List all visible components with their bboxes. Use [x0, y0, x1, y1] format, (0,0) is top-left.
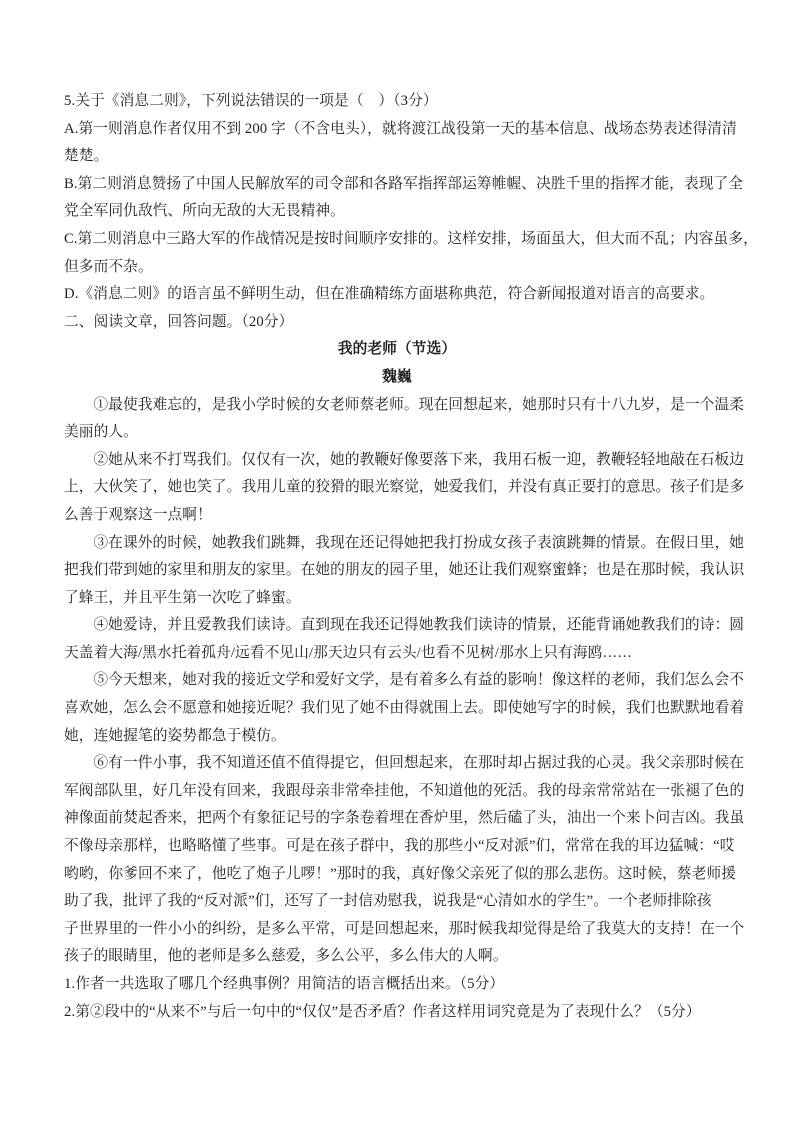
section2-heading: 二、阅读文章，回答问题。（20分） [64, 313, 294, 330]
passage-line: 她，连她握笔的姿势都急于模仿。 [64, 727, 286, 744]
question5-option-d: D.《消息二则》的语言虽不鲜明生动，但在准确精练方面堪称典范，符合新闻报道对语言的高要求。 [64, 286, 715, 303]
reading-passage [64, 336, 745, 1026]
passage-line: ⑤今天想来，她对我的接近文学和爱好文学，是有着多么有益的影响！像这样的老师，我们怎么会不 [93, 672, 745, 689]
passage-line: 了蜂王，并且平生第一次吃了蜂蜜。 [64, 589, 301, 606]
passage-line: 么善于观察这一点啊！ [64, 506, 212, 523]
passage-line: ④她爱诗，并且爱教我们读诗。直到现在我还记得她教我们读诗的情景，还能背诵她教我们的诗：圆 [93, 617, 745, 634]
passage-line: 美丽的人。 [64, 424, 138, 441]
passage-line: 喜欢她，怎么会不愿意和她接近呢？我们见了她不由得就围上去。即使她写字的时候，我们也默默地看着 [64, 700, 745, 717]
passage-line: 军阀部队里，好几年没有回来，我跟母亲非常牵挂他，不知道他的死活。我的母亲常常站在一张褪了色的 [64, 782, 745, 799]
reading-question-1: 1.作者一共选取了哪几个经典事例？用简洁的语言概括出来。（5分） [64, 976, 505, 992]
question5-option-c-line2: 但多而不杂。 [64, 258, 153, 275]
passage-line: 上，大伙笑了，她也笑了。我用儿童的狡猾的眼光察觉，她爱我们，并没有真正要打的意思。孩子们是多 [64, 479, 745, 496]
reading-author: 魏巍 [382, 368, 412, 385]
question5-option-a-line1: A.第一则消息作者仅用不到 200 字（不含电头），就将渡江战役第一天的基本信息、战场态势表述得清清 [64, 120, 737, 137]
passage-line: 不像母亲那样，也略略懂了些事。可是在孩子群中，我的那些小“反对派”们，常常在我的耳边猛喊：“哎 [64, 838, 735, 855]
passage-line: ③在课外的时候，她教我们跳舞，我现在还记得她把我打扮成女孩子表演跳舞的情景。在假日里，她 [93, 534, 745, 551]
question-5-block [64, 88, 758, 309]
passage-line: 子世界里的一件小小的纠纷，是多么平常，可是回想起来，那时候我却觉得是给了我莫大的支持！在一个 [64, 920, 745, 937]
passage-line: ②她从来不打骂我们。仅仅有一次，她的教鞭好像要落下来，我用石板一迎，教鞭轻轻地敲在石板边 [93, 451, 745, 468]
passage-line: ⑥有一件小事，我不知道还值不值得提它，但回想起来，在那时却占据过我的心灵。我父亲那时候在 [93, 755, 745, 772]
passage-line: 天盖着大海/黑水托着孤舟/远看不见山/那天边只有云头/也看不见树/那水上只有海鸥…… [64, 644, 633, 661]
passage-line: 把我们带到她的家里和朋友的家里。在她的朋友的园子里，她还让我们观察蜜蜂；也是在那时候，我认识 [64, 562, 745, 579]
passage-line: 哟哟，你爹回不来了，他吃了炮子儿啰！”那时的我，真好像父亲死了似的那么悲伤。这时候，蔡老师援 [64, 865, 737, 882]
passage-line: 助了我，批评了我的“反对派”们，还写了一封信劝慰我，说我是“心清如水的学生”。一个老师排除孩 [64, 893, 712, 910]
question5-stem: 5.关于《消息二则》，下列说法错误的一项是（ ）（3分） [64, 93, 438, 109]
question5-option-a-line2: 楚楚。 [64, 148, 109, 165]
reading-title: 我的老师（节选） [337, 341, 457, 358]
passage-line: 孩子的眼睛里，他的老师是多么慈爱，多么公平，多么伟大的人啊。 [64, 948, 508, 965]
passage-line: ①最使我难忘的，是我小学时候的女老师蔡老师。现在回想起来，她那时只有十八九岁，是一个温柔 [93, 396, 745, 413]
question5-option-b-line1: B.第二则消息赞扬了中国人民解放军的司令部和各路军指挥部运筹帷幄、决胜千里的指挥才能，表现了全 [64, 175, 744, 192]
reading-question-2: 2.第②段中的“从来不”与后一句中的“仅仅”是否矛盾？作者这样用词究竟是为了表现什么？（5分） [64, 1003, 701, 1020]
passage-line: 神像面前焚起香来，把两个有象征记号的字条卷着埋在香炉里，然后磕了头，油出一个来卜问吉凶。我虽 [64, 810, 745, 827]
question5-option-b-line2: 党全军同仇敌忾、所向无敌的大无畏精神。 [64, 203, 345, 220]
question5-option-c-line1: C.第二则消息中三路大军的作战情况是按时间顺序安排的。这样安排，场面虽大，但大而不乱；内容虽多， [64, 230, 758, 247]
